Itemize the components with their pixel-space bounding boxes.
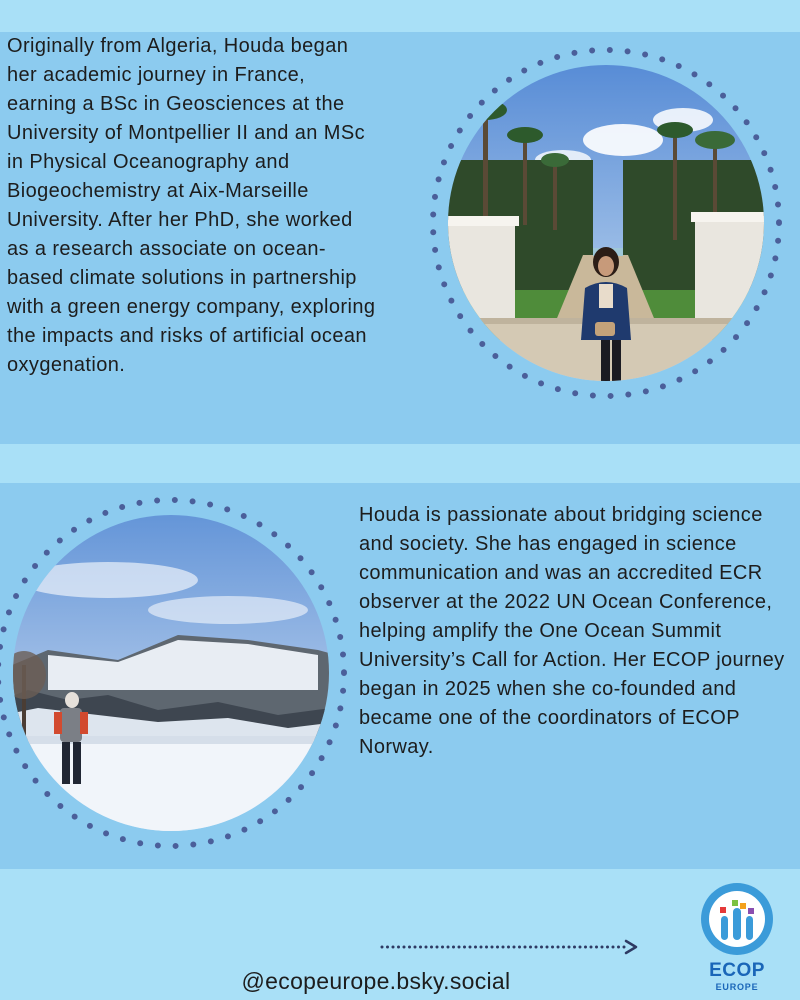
logo-title: ECOP	[709, 960, 765, 981]
dotted-arrow-icon	[380, 937, 642, 957]
ecop-europe-logo	[693, 878, 781, 1000]
social-handle-text[interactable]: @ecopeurope.bsky.social	[241, 968, 511, 994]
garden-portrait-photo	[423, 40, 789, 406]
ecop-logo-emblem-icon	[693, 878, 781, 960]
bio-paragraph-background: Originally from Algeria, Houda began her academic journey in France, earning a BSc in Geosciences at the University of Montpellier II and an MSc in Physical Oceanography and Biogeochemistry at Aix-Marseille University. After her PhD, she worked as a research associate on ocean-based climate solutions in partnership with a green energy company, exploring the impacts and risks of artificial ocean oxygenation.	[7, 35, 376, 376]
logo-subtitle: EUROPE	[715, 982, 759, 992]
snow-hike-photo	[0, 490, 354, 856]
bio-paragraph-engagement: Houda is passionate about bridging science and society. She has engaged in science communication and was an accredited ECR observer at the 2022 UN Ocean Conference, helping amplify the One Ocean Summit University’s Call for Action. Her ECOP journey began in 2025 when she co-founded and became one of the coordinators of ECOP Norway.	[359, 504, 785, 758]
social-handle[interactable]	[0, 966, 800, 996]
